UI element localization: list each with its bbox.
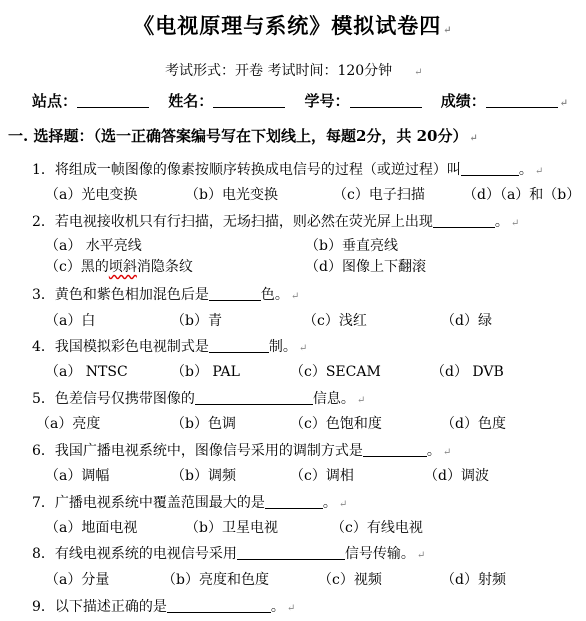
option-b: （b）亮度和色度: [162, 572, 269, 588]
section-heading-text: 一. 选择题：（选一正确答案编号写在下划线上，每题2分，共 20分）: [8, 127, 468, 145]
answer-blank[interactable]: [363, 442, 427, 457]
option-b: （b） PAL: [171, 364, 240, 380]
option-a: （a）分量: [45, 572, 110, 588]
question-stem: 9．以下描述正确的是: [32, 599, 167, 615]
exam-title-text: 《电视原理与系统》模拟试卷四: [133, 13, 442, 38]
option-b: （b）垂直亮线: [305, 238, 398, 254]
question-stem: 3．黄色和紫色相加混色后是: [32, 287, 209, 303]
question-stem: 6．我国广播电视系统中，图像信号采用的调制方式是: [32, 443, 363, 459]
question-stem: 1．将组成一帧图像的像素按顺序转换成电信号的过程（或逆过程）叫: [32, 162, 461, 178]
option-a: （a）光电变换: [45, 187, 138, 203]
option-c: （c）有线电视: [331, 520, 423, 536]
option-c: （c）浅红: [303, 313, 367, 329]
option-a: （a）亮度: [36, 416, 101, 432]
option-d: （d） DVB: [431, 364, 504, 380]
question-stem-end: 信号传输。: [344, 546, 415, 562]
answer-blank[interactable]: [167, 598, 271, 613]
question-1: [32, 159, 543, 179]
section-heading: [8, 125, 478, 146]
option-c-spellcheck: 顷斜: [108, 259, 137, 275]
question-stem: 8．有线电视系统的电视信号采用: [32, 546, 237, 562]
option-a: （a） 水平亮线: [45, 238, 142, 254]
option-d: （d）图像上下翻滚: [305, 259, 426, 275]
question-7: [32, 492, 347, 512]
field-label-name: 姓名：: [168, 92, 214, 110]
paragraph-mark-icon: ↵: [469, 133, 478, 144]
paragraph-mark-icon: ↵: [510, 218, 520, 229]
option-d: （d）色度: [441, 416, 506, 432]
site-blank[interactable]: [77, 93, 149, 108]
question-stem-end: 色。: [260, 287, 289, 303]
option-b: （b）调频: [171, 468, 236, 484]
answer-blank[interactable]: [433, 213, 495, 228]
question-stem-end: 制。: [268, 339, 297, 355]
header-fields-row: [32, 90, 568, 111]
paragraph-mark-icon: ↵: [442, 447, 452, 458]
option-a: （a）调幅: [45, 468, 110, 484]
option-c: （c）电子扫描: [333, 187, 425, 203]
id-blank[interactable]: [350, 93, 422, 108]
option-c: （c）调相: [290, 468, 354, 484]
paragraph-mark-icon: ↵: [534, 166, 544, 177]
option-b: （b）青: [171, 313, 222, 329]
name-blank[interactable]: [213, 93, 285, 108]
question-stem: 2．若电视接收机只有行扫描，无场扫描，则必然在荧光屏上出现: [32, 214, 433, 230]
option-b: （b）色调: [171, 416, 236, 432]
paragraph-mark-icon: ↵: [414, 67, 423, 78]
paragraph-mark-icon: ↵: [286, 603, 296, 614]
option-c: （c）视频: [318, 572, 382, 588]
answer-blank[interactable]: [265, 494, 323, 509]
option-c-part1: （c）黑的: [45, 259, 109, 275]
question-stem-end: 。: [518, 162, 533, 178]
exam-info: [165, 60, 423, 80]
answer-blank[interactable]: [209, 286, 261, 301]
option-c: （c）SECAM: [290, 364, 381, 380]
paragraph-mark-icon: ↵: [356, 395, 366, 406]
question-6: [32, 440, 451, 460]
score-blank[interactable]: [486, 93, 558, 108]
option-b: （b）卫星电视: [185, 520, 278, 536]
question-stem: 5．色差信号仅携带图像的: [32, 391, 195, 407]
option-c-part2: 消隐条纹: [136, 259, 193, 275]
option-d: （d）绿: [441, 313, 492, 329]
paragraph-mark-icon: ↵: [559, 98, 569, 109]
question-stem-end: 。: [494, 214, 509, 230]
exam-title: [0, 10, 586, 40]
paragraph-mark-icon: ↵: [298, 343, 308, 354]
question-stem-end: 信息。: [312, 391, 355, 407]
answer-blank[interactable]: [195, 390, 313, 405]
question-8: [32, 543, 425, 563]
paragraph-mark-icon: ↵: [290, 291, 300, 302]
question-5: [32, 388, 365, 408]
question-4: [32, 336, 307, 356]
option-d: （d）射频: [441, 572, 506, 588]
field-label-id: 学号：: [304, 92, 350, 110]
question-2: [32, 211, 519, 231]
option-d: （d）（a）和（b）: [463, 187, 581, 203]
field-label-site: 站点：: [32, 92, 78, 110]
answer-blank[interactable]: [237, 545, 345, 560]
question-stem-end: 。: [322, 495, 337, 511]
question-stem-end: 。: [270, 599, 285, 615]
answer-blank[interactable]: [209, 338, 269, 353]
option-c: （c）色饱和度: [290, 416, 382, 432]
exam-info-text: 考试形式：开卷 考试时间：120分钟: [165, 63, 393, 79]
option-a: （a）白: [45, 313, 96, 329]
option-b: （b）电光变换: [185, 187, 278, 203]
question-stem: 7．广播电视系统中覆盖范围最大的是: [32, 495, 265, 511]
question-9: [32, 596, 295, 616]
option-a: （a）地面电视: [45, 520, 138, 536]
paragraph-mark-icon: ↵: [338, 499, 348, 510]
option-c: [45, 256, 193, 276]
field-label-score: 成绩：: [440, 92, 486, 110]
paragraph-mark-icon: ↵: [443, 25, 453, 36]
answer-blank[interactable]: [461, 161, 519, 176]
option-d: （d）调波: [424, 468, 489, 484]
question-stem: 4．我国模拟彩色电视制式是: [32, 339, 209, 355]
option-a: （a） NTSC: [45, 364, 128, 380]
question-stem-end: 。: [426, 443, 441, 459]
question-3: [32, 284, 299, 304]
paragraph-mark-icon: ↵: [416, 550, 426, 561]
